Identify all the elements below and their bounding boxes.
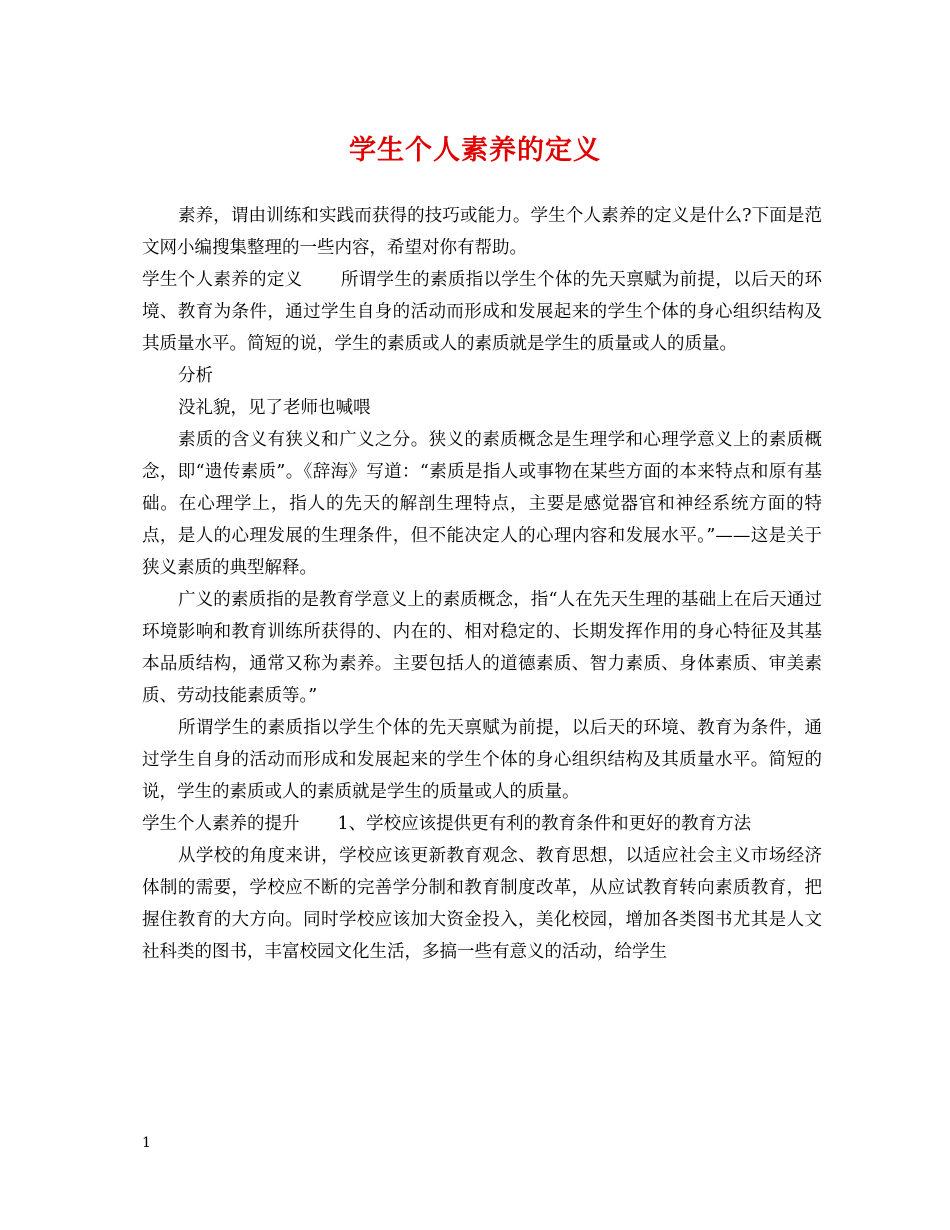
body-paragraph: 素质的含义有狭义和广义之分。狭义的素质概念是生理学和心理学意义上的素质概念，即“遗传素质”。《辞海》写道：“素质是指人或事物在某些方面的本来特点和原有基础。在心理学上，指人的先天的解剖生理特点，主要是感觉器官和神经系统方面的特点，是人的心理发展的生理条件，但不能决定人的心理内容和发展水平。”——这是关于狭义素质的典型解释。	[142, 430, 822, 578]
section-heading-paragraph	[142, 808, 822, 840]
document-body	[142, 200, 822, 968]
body-paragraph: 广义的素质指的是教育学意义上的素质概念，指“人在先天生理的基础上在后天通过环境影响和教育训练所获得的、内在的、相对稳定的、长期发挥作用的身心特征及其基本品质结构，通常又称为素养。主要包括人的道德素质、智力素质、身体素质、审美素质、劳动技能素质等。”	[142, 590, 822, 706]
body-paragraph: 素养，谓由训练和实践而获得的技巧或能力。学生个人素养的定义是什么?下面是范文网小编搜集整理的一些内容，希望对你有帮助。	[142, 206, 822, 258]
document-title: 学生个人素养的定义	[349, 135, 601, 166]
body-paragraph: 所谓学生的素质指以学生个体的先天禀赋为前提，以后天的环境、教育为条件，通过学生自身的活动而形成和发展起来的学生个体的身心组织结构及其质量水平。简短的说，学生的素质或人的素质就是学生的质量或人的质量。	[142, 718, 822, 802]
section-heading-paragraph	[142, 264, 822, 360]
section-heading: 学生个人素养的提升	[142, 814, 300, 834]
paragraph-text: 所谓学生的素质指以学生个体的先天禀赋为前提，以后天的环境、教育为条件，通过学生自身的活动而形成和发展起来的学生个体的身心组织结构及其质量水平。简短的说，学生的素质或人的素质就是学生的质量或人的质量。	[142, 270, 822, 354]
body-paragraph: 分析	[178, 366, 213, 386]
body-paragraph: 从学校的角度来讲，学校应该更新教育观念、教育思想，以适应社会主义市场经济体制的需要，学校应不断的完善学分制和教育制度改革，从应试教育转向素质教育，把握住教育的大方向。同时学校应该加大资金投入，美化校园，增加各类图书尤其是人文社科类的图书，丰富校园文化生活，多搞一些有意义的活动，给学生	[142, 846, 822, 962]
section-heading: 学生个人素养的定义	[142, 270, 303, 290]
body-paragraph: 没礼貌，见了老师也喊喂	[178, 398, 371, 418]
page-number: 1	[142, 1135, 151, 1151]
paragraph-text: 1、学校应该提供更有利的教育条件和更好的教育方法	[337, 814, 752, 834]
